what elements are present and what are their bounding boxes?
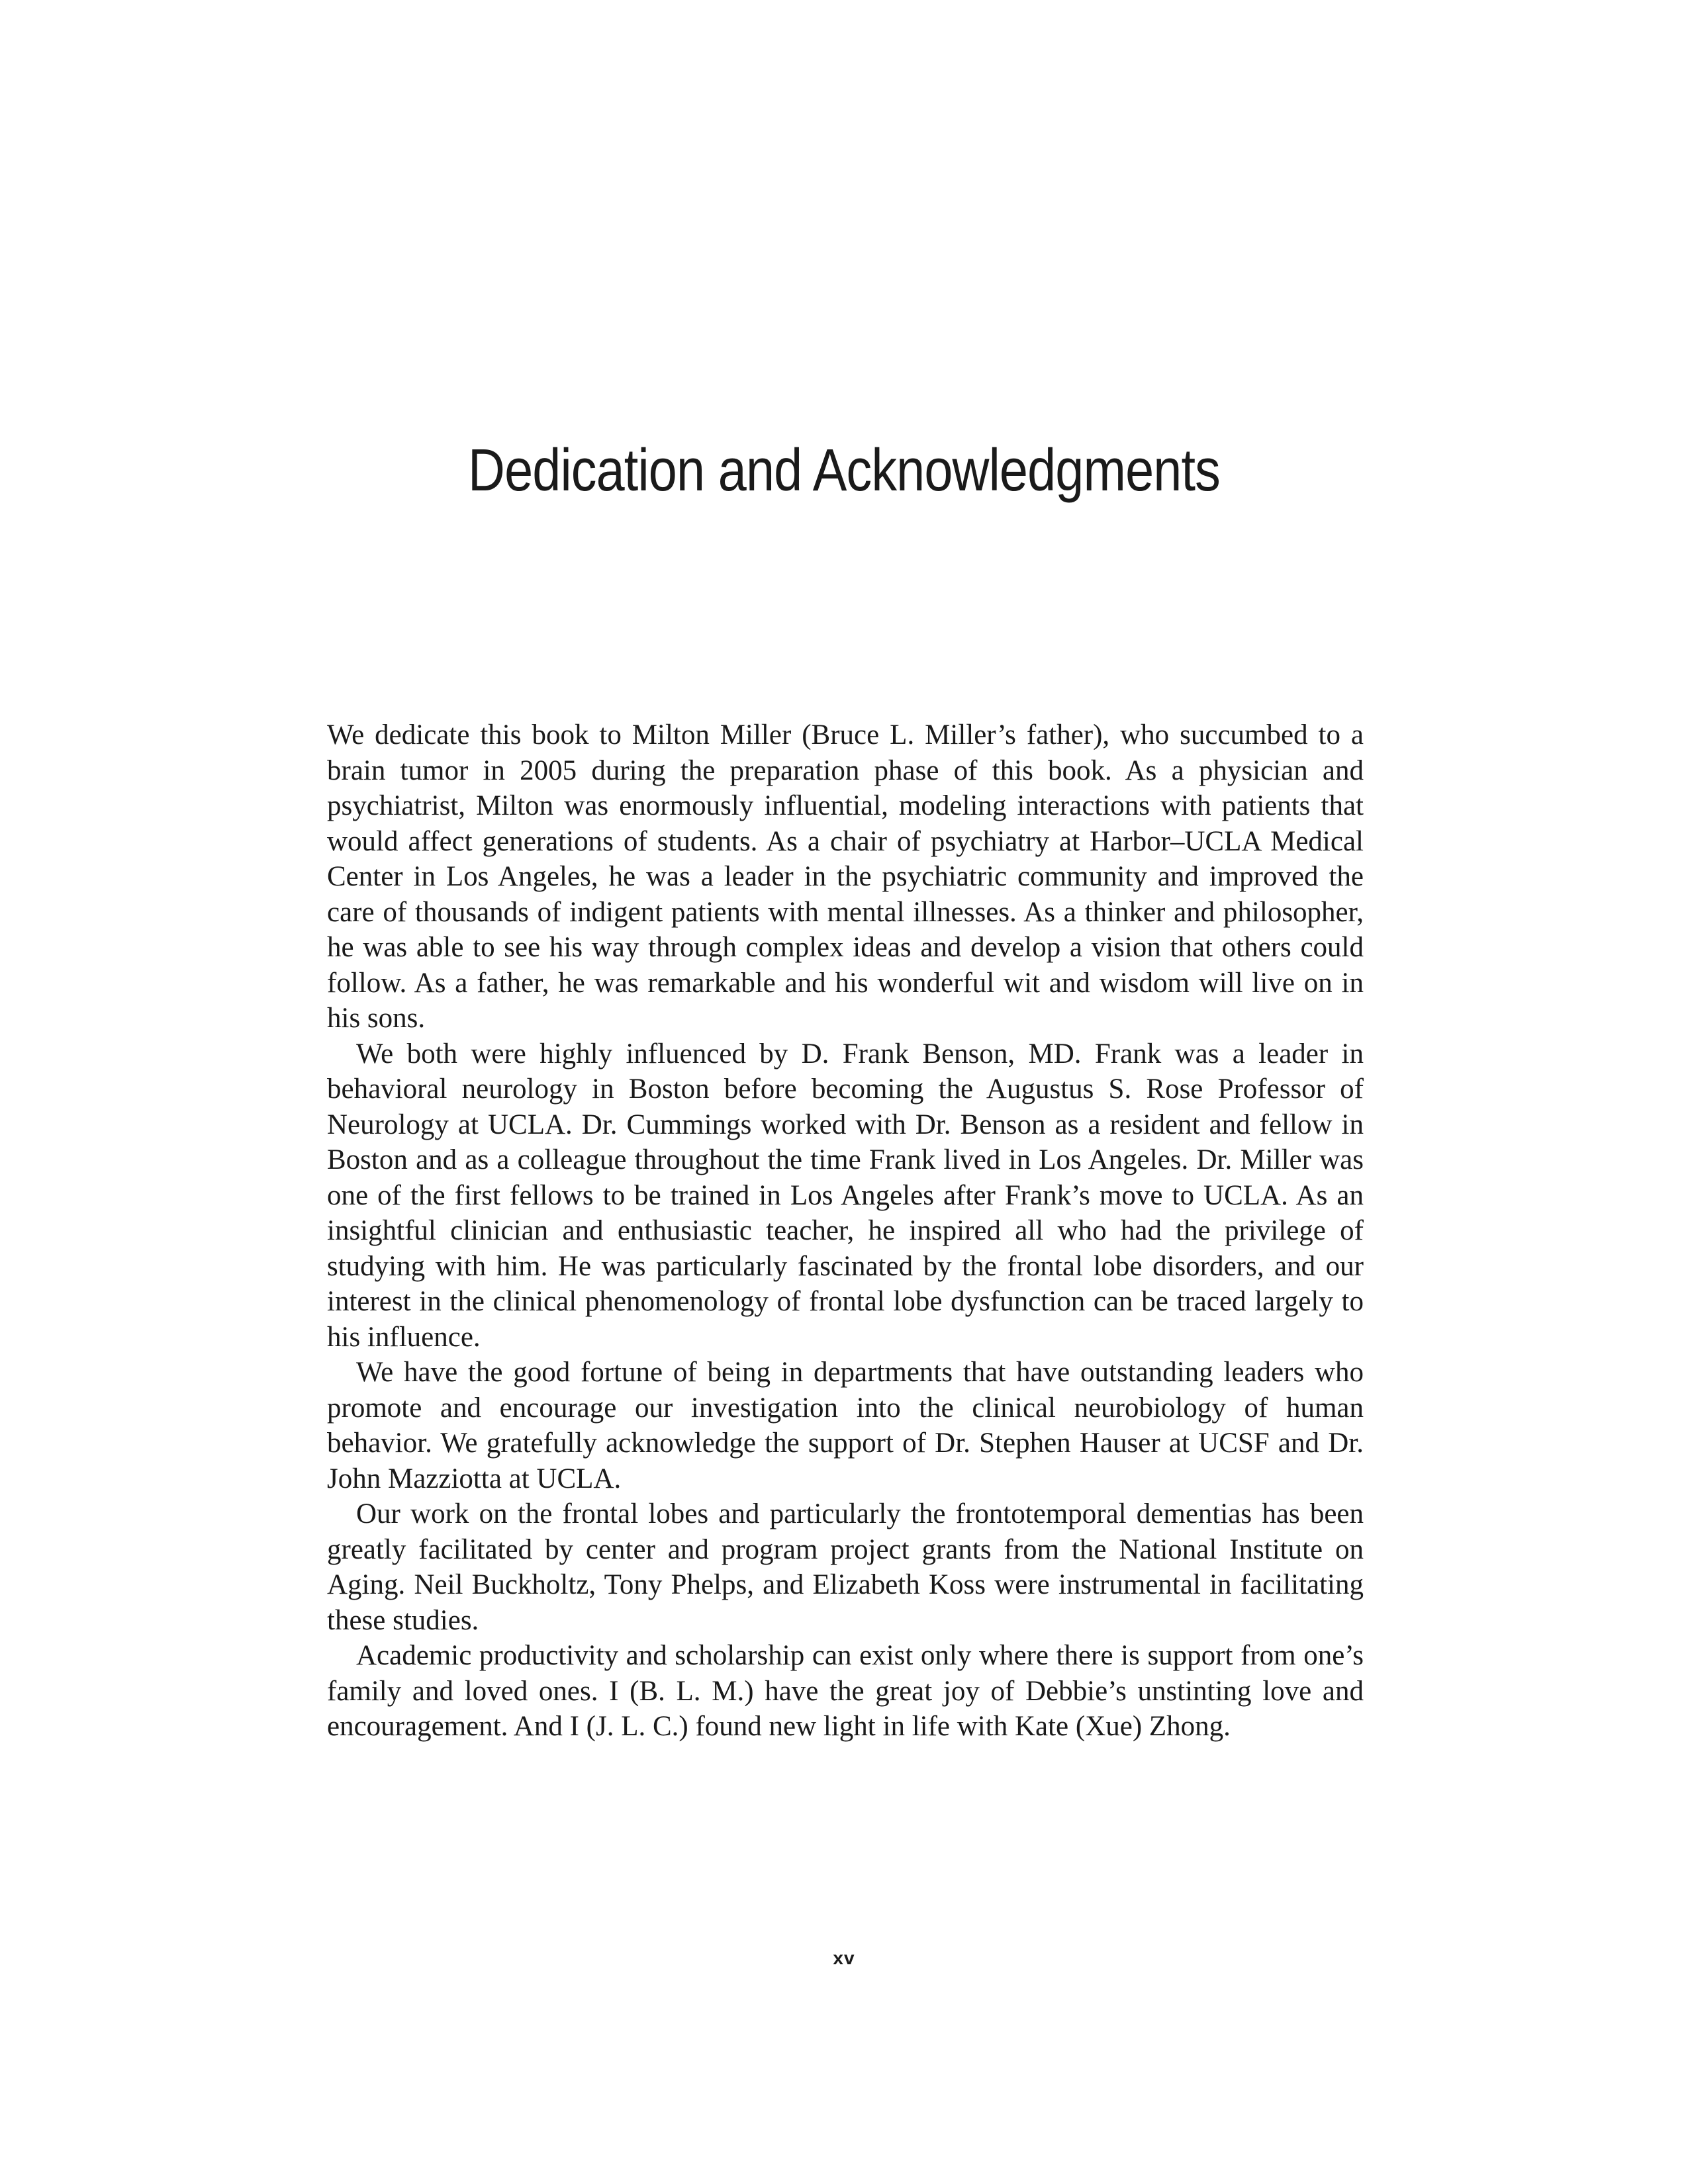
body-text [327, 717, 1364, 1745]
paragraph-dedication: We dedicate this book to Milton Miller (Bruce L. Miller’s father), who succumbed to a brain tumor in 2005 during the preparation phase of this book. As a physician and psychiatrist, Milton was enormously influential, modeling interactions with patients that would affect generations of students. As a chair of psychiatry at Harbor–UCLA Medical Center in Los Angeles, he was a leader in the psychiatric community and improved the care of thousands of indigent patients with mental illnesses. As a thinker and philosopher, he was able to see his way through complex ideas and develop a vision that others could follow. As a father, he was remarkable and his wonderful wit and wisdom will live on in his sons. [327, 719, 1364, 1034]
paragraph-benson: We both were highly influenced by D. Frank Benson, MD. Frank was a leader in behavioral neurology in Boston before becoming the Augustus S. Rose Professor of Neurology at UCLA. Dr. Cummings worked with Dr. Benson as a resident and fellow in Boston and as a colleague throughout the time Frank lived in Los Angeles. Dr. Miller was one of the first fellows to be trained in Los Angeles after Frank’s move to UCLA. As an insightful clinician and enthusiastic teacher, he inspired all who had the privilege of studying with him. He was particularly fascinated by the frontal lobe disorders, and our interest in the clinical phenomenology of frontal lobe dysfunction can be traced largely to his influence. [327, 1038, 1364, 1353]
paragraph-grants: Our work on the frontal lobes and particularly the frontotemporal dementias has been greatly facilitated by center and program project grants from the National Institute on Aging. Neil Buckholtz, Tony Phelps, and Elizabeth Koss were instrumental in facilitating these studies. [327, 1498, 1364, 1636]
page-number: xv [833, 1948, 855, 1968]
page-title: Dedication and Acknowledgments [468, 437, 1220, 504]
paragraph-family: Academic productivity and scholarship can exist only where there is support from one’s family and loved ones. I (B. L. M.) have the great joy of Debbie’s unstinting love and encouragement. And I (J. L. C.) found new light in life with Kate (Xue) Zhong. [327, 1640, 1364, 1742]
paragraph-departments: We have the good fortune of being in departments that have outstanding leaders who promote and encourage our investigation into the clinical neurobiology of human behavior. We gratefully acknowledge the support of Dr. Stephen Hauser at UCSF and Dr. John Mazziotta at UCLA. [327, 1357, 1364, 1494]
